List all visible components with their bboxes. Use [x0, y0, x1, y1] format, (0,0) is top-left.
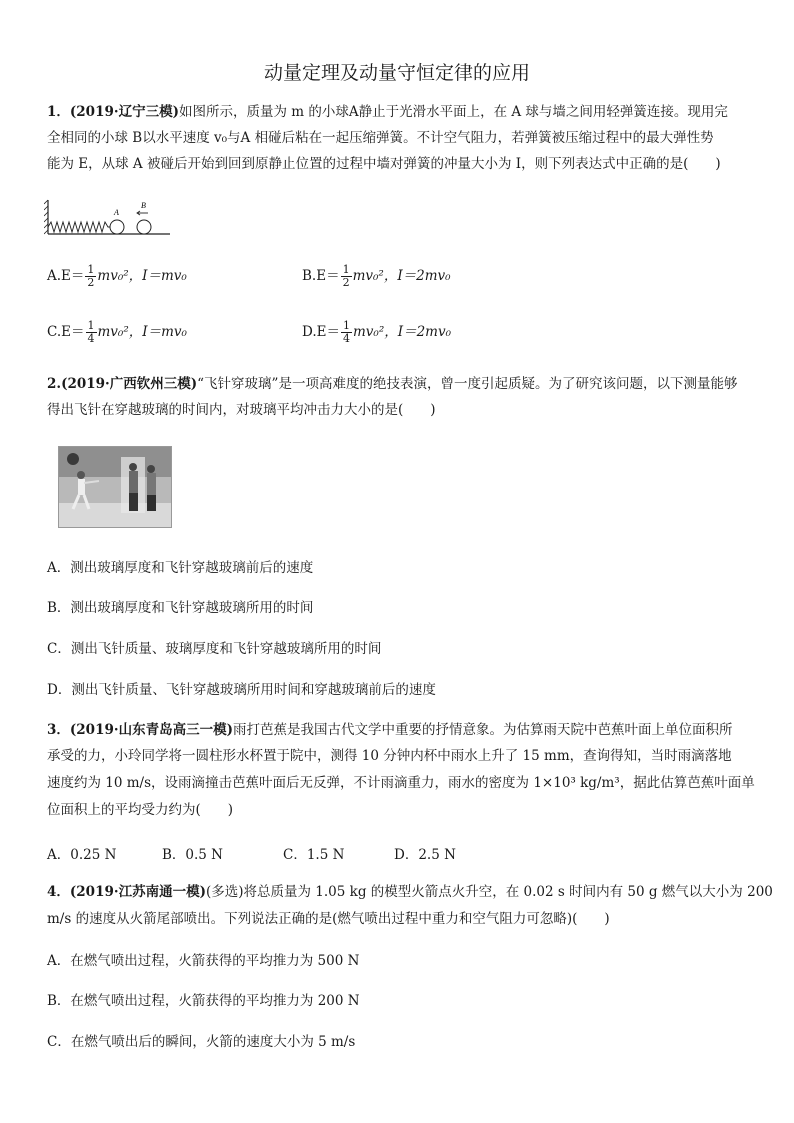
q1-option-b[interactable] [302, 264, 451, 289]
q1-option-b-pre: B.E＝ [302, 268, 340, 284]
q2-text-1: “飞针穿玻璃”是一项高难度的绝技表演，曾一度引起质疑。为了研究该问题，以下测量能够 [197, 376, 738, 392]
page-title: 动量定理及动量守恒定律的应用 [263, 62, 530, 84]
q3-line-4: 位面积上的平均受力约为( ) [47, 802, 234, 818]
q2-option-a[interactable]: A．测出玻璃厚度和飞针穿越玻璃前后的速度 [47, 560, 314, 576]
fraction [341, 320, 352, 345]
ball-a-label: A [114, 208, 119, 217]
fraction-den: 2 [342, 276, 350, 289]
q4-number: 4． [47, 884, 70, 900]
photo-illustration [59, 447, 171, 527]
q1-option-a[interactable] [47, 264, 187, 289]
q3-option-d[interactable]: D．2.5 N [394, 847, 456, 863]
q1-option-d-post: mv₀²，I＝2mv₀ [353, 324, 452, 340]
q4-option-b[interactable]: B．在燃气喷出过程，火箭获得的平均推力为 200 N [47, 993, 360, 1009]
q1-option-c-pre: C.E＝ [47, 324, 85, 340]
q2-option-b[interactable]: B．测出玻璃厚度和飞针穿越玻璃所用的时间 [47, 600, 314, 616]
fraction-den: 2 [87, 276, 95, 289]
performance-photo [58, 446, 172, 528]
q1-text-1: 如图所示，质量为 m 的小球A静止于光滑水平面上，在 A 球与墙之间用轻弹簧连接。现用完 [178, 104, 728, 120]
q1-option-a-pre: A.E＝ [47, 268, 85, 284]
q3-line-2: 承受的力，小玲同学将一圆柱形水杯置于院中，测得 10 分钟内杯中雨水上升了 15 mm，查询得知，当时雨滴落地 [47, 748, 732, 764]
q3-line-1 [47, 720, 747, 740]
fraction-num: 1 [342, 263, 350, 276]
q3-line-3: 速度约为 10 m/s，设雨滴撞击芭蕉叶面后无反弹，不计雨滴重力，雨水的密度为 1×10³ kg/m³，据此估算芭蕉叶面单 [47, 775, 755, 791]
fraction-num: 1 [87, 263, 95, 276]
spring-balls-diagram [44, 196, 172, 242]
q1-option-d[interactable] [302, 320, 451, 345]
q1-line-2: 全相同的小球 B以水平速度 v₀与A 相碰后粘在一起压缩弹簧。不计空气阻力，若弹簧被压缩过程中的最大弹性势 [47, 130, 714, 146]
q3-option-b[interactable]: B．0.5 N [162, 847, 223, 863]
q1-option-c-post: mv₀²，I＝mv₀ [97, 324, 187, 340]
fraction-den: 4 [343, 332, 350, 345]
fraction [86, 320, 97, 345]
q3-source: (2019·山东青岛高三一模) [69, 722, 233, 738]
fraction-den: 4 [87, 332, 95, 345]
fraction [341, 264, 352, 289]
q1-option-d-pre: D.E＝ [302, 324, 340, 340]
q2-number: 2. [47, 376, 62, 392]
q4-line-1 [47, 882, 773, 902]
q3-option-c[interactable]: C．1.5 N [283, 847, 345, 863]
q4-option-a[interactable]: A．在燃气喷出过程，火箭获得的平均推力为 500 N [47, 953, 360, 969]
q1-option-a-post: mv₀²，I＝mv₀ [97, 268, 187, 284]
q4-option-c[interactable]: C．在燃气喷出后的瞬间，火箭的速度大小为 5 m/s [47, 1034, 356, 1050]
q1-line-3: 能为 E，从球 A 被碰后开始到回到原静止位置的过程中墙对弹簧的冲量大小为 I，则下列表达式中正确的是( ) [47, 156, 721, 172]
q4-text-1: (多选)将总质量为 1.05 kg 的模型火箭点火升空，在 0.02 s 时间内有 50 g 燃气以大小为 200 [205, 884, 773, 900]
q3-text-1: 雨打芭蕉是我国古代文学中重要的抒情意象。为估算雨天院中芭蕉叶面上单位面积所 [232, 722, 733, 738]
fraction-num: 1 [87, 319, 95, 332]
q2-line-1 [47, 374, 747, 394]
q1-option-c[interactable] [47, 320, 187, 345]
q2-option-c[interactable]: C．测出飞针质量、玻璃厚度和飞针穿越玻璃所用的时间 [47, 641, 382, 657]
q3-option-a[interactable]: A．0.25 N [47, 847, 117, 863]
q2-option-d[interactable]: D．测出飞针质量、飞针穿越玻璃所用时间和穿越玻璃前后的速度 [47, 682, 436, 698]
fraction-num: 1 [343, 319, 350, 332]
q1-line-1 [47, 102, 747, 122]
fraction [85, 264, 96, 289]
q2-line-2: 得出飞针在穿越玻璃的时间内，对玻璃平均冲击力大小的是( ) [47, 402, 436, 418]
q1-source: (2019·辽宁三模) [69, 104, 179, 120]
q4-line-2: m/s 的速度从火箭尾部喷出。下列说法正确的是(燃气喷出过程中重力和空气阻力可忽略)( ) [47, 911, 610, 927]
q2-source: (2019·广西钦州三模) [61, 376, 198, 392]
q1-option-b-post: mv₀²，I＝2mv₀ [352, 268, 451, 284]
q3-number: 3． [47, 722, 70, 738]
ball-b-label: B [141, 201, 146, 210]
q4-source: (2019·江苏南通一模) [69, 884, 206, 900]
q1-number: 1． [47, 104, 70, 120]
